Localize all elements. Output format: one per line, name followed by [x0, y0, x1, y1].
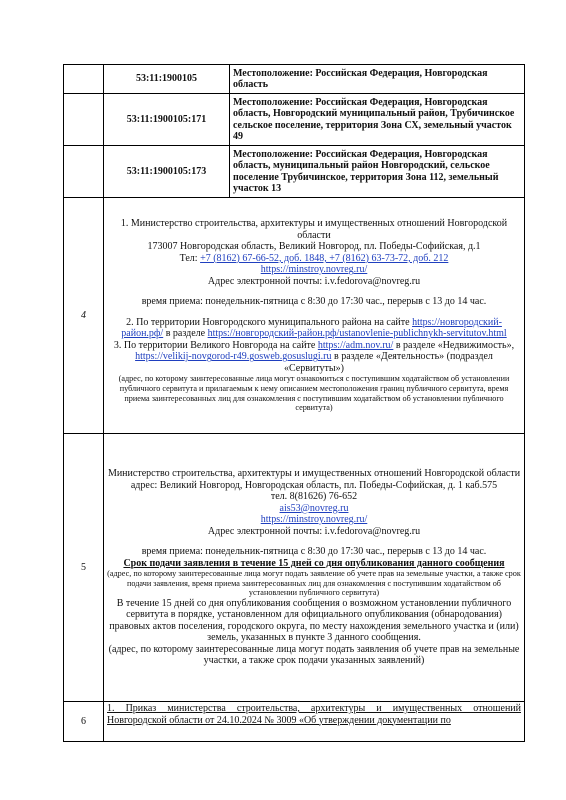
row-number: 5 [64, 434, 104, 702]
order-reference-text: 1. Приказ министерства строительства, архитектуры и имущественных отношений Новгородской области от 24.10.2024 № 3009 «Об утверждении документации по [107, 703, 521, 726]
cadastral-number: 53:11:1900105:171 [104, 94, 230, 146]
org-address: адрес: Великий Новгород, Новгородская область, пл. Победы-Софийская, д. 1 каб.575 [130, 479, 498, 491]
ministry-email: Адрес электронной почты: i.v.fedorova@novreg.ru [207, 275, 421, 287]
ministry-address: 173007 Новгородская область, Великий Новгород, пл. Победы-Софийская, д.1 [147, 241, 481, 253]
ministry-phone: Тел: +7 (8162) 67-66-52, доб. 1848, +7 (8162) 63-73-72, доб. 212 [179, 252, 449, 264]
org-site-link[interactable]: https://minstroy.novreg.ru/ [260, 514, 368, 526]
org-email-link[interactable]: ais53@novreg.ru [279, 502, 349, 514]
deadline-note: (адрес, по которому заинтересованные лица могут подать заявление об учете прав на земельные участки, а также срок подачи заявления, время приема заинтересованных лиц для ознакомления с поступившим ходатайством об установлении публичного сервитута) [107, 569, 521, 598]
district-servitude-link[interactable]: https://новгородский-район.рф/ustanovlenie-publichnykh-servitutov.html [207, 328, 507, 340]
org-title: Министерство строительства, архитектуры и имущественных отношений Новгородской области [107, 468, 521, 480]
table-row [64, 146, 525, 198]
phone-link[interactable]: +7 (8162) 67-66-52, доб. 1848, +7 (8162) 63-73-72, доб. 212 [200, 252, 449, 264]
table-row-5 [64, 434, 525, 702]
deadline-text: Срок подачи заявления в течение 15 дней со дня опубликования данного сообщения [123, 557, 505, 569]
city-item: 3. По территории Великого Новгорода на сайте https://adm.nov.ru/ в разделе «Недвижимость», https://velikij-novgorod-r49.gosweb.gosuslugi.ru в разделе «Деятельность» (подраздел «Сервитуты») [113, 339, 515, 374]
row-number-cell [64, 65, 104, 94]
location-text: Местоположение: Российская Федерация, Новгородская область, Новгородский муниципальный район, Трубичинское сельское поселение, территория Зона СХ, земельный участок 49 [230, 94, 525, 146]
location-text: Местоположение: Российская Федерация, Новгородская область [230, 65, 525, 94]
filing-note: (адрес, по которому заинтересованные лица могут подать заявления об учете прав на земельные участки, а также срок подачи указанных заявлений) [108, 643, 520, 667]
reception-hours: время приема: понедельник-пятница с 8:30 до 17:30 час., перерыв с 13 до 14 час. [141, 546, 487, 558]
order-reference-cell [104, 702, 525, 742]
ministry-site-link[interactable]: https://minstroy.novreg.ru/ [260, 264, 368, 276]
consultation-note: (адрес, по которому заинтересованные лица могут ознакомиться с поступившим ходатайством об установлении публичного сервитута и прилагаемым к нему описанием местоположения границ публичного сервитута, время приема заинтересованных лиц для ознакомления с поступившим ходатайством об установлении публичного сервитута) [118, 374, 510, 413]
ministry-title: 1. Министерство строительства, архитектуры и имущественных отношений Новгородской области [120, 218, 508, 241]
cadastral-number: 53:11:1900105 [104, 65, 230, 94]
notice-table [63, 64, 525, 742]
district-item: 2. По территории Новгородского муниципального района на сайте https://новгородский-район.рф/ в разделе https://новгородский-район.рф/ustanovlenie-publichnykh-servitutov.html [121, 316, 507, 340]
row-number-cell [64, 94, 104, 146]
org-email: Адрес электронной почты: i.v.fedorova@novreg.ru [207, 525, 421, 537]
application-addresses-cell [104, 434, 525, 702]
location-text: Местоположение: Российская Федерация, Новгородская область, муниципальный район Новгородский, сельское поселение Трубичинское, территория Зона 112, земельный участок 13 [230, 146, 525, 198]
row-number-cell [64, 146, 104, 198]
cadastral-number: 53:11:1900105:173 [104, 146, 230, 198]
table-row-6 [64, 702, 525, 742]
table-row-4 [64, 198, 525, 434]
filing-period-text: В течение 15 дней со дня опубликования сообщения о возможном установлении публичного сервитута в порядке, установленном для официального опубликования (обнародования) правовых актов поселения, городского округа, по месту нахождения земельного участка и (или) земель, указанных в пункте 3 данного сообщения. [109, 597, 519, 644]
district-site-link[interactable]: https://новгородский-район.рф/ [121, 316, 502, 340]
city-site-link[interactable]: https://adm.nov.ru/ [317, 339, 394, 351]
consultation-addresses-cell [104, 198, 525, 434]
row-number: 4 [64, 198, 104, 434]
reception-hours: время приема: понедельник-пятница с 8:30 до 17:30 час., перерыв с 13 до 14 час. [141, 296, 487, 308]
table-row [64, 65, 525, 94]
org-phone: тел. 8(81626) 76-652 [270, 491, 358, 503]
row-number: 6 [64, 702, 104, 742]
table-row [64, 94, 525, 146]
gosuslugi-link[interactable]: https://velikij-novgorod-r49.gosweb.gosuslugi.ru [135, 351, 332, 363]
